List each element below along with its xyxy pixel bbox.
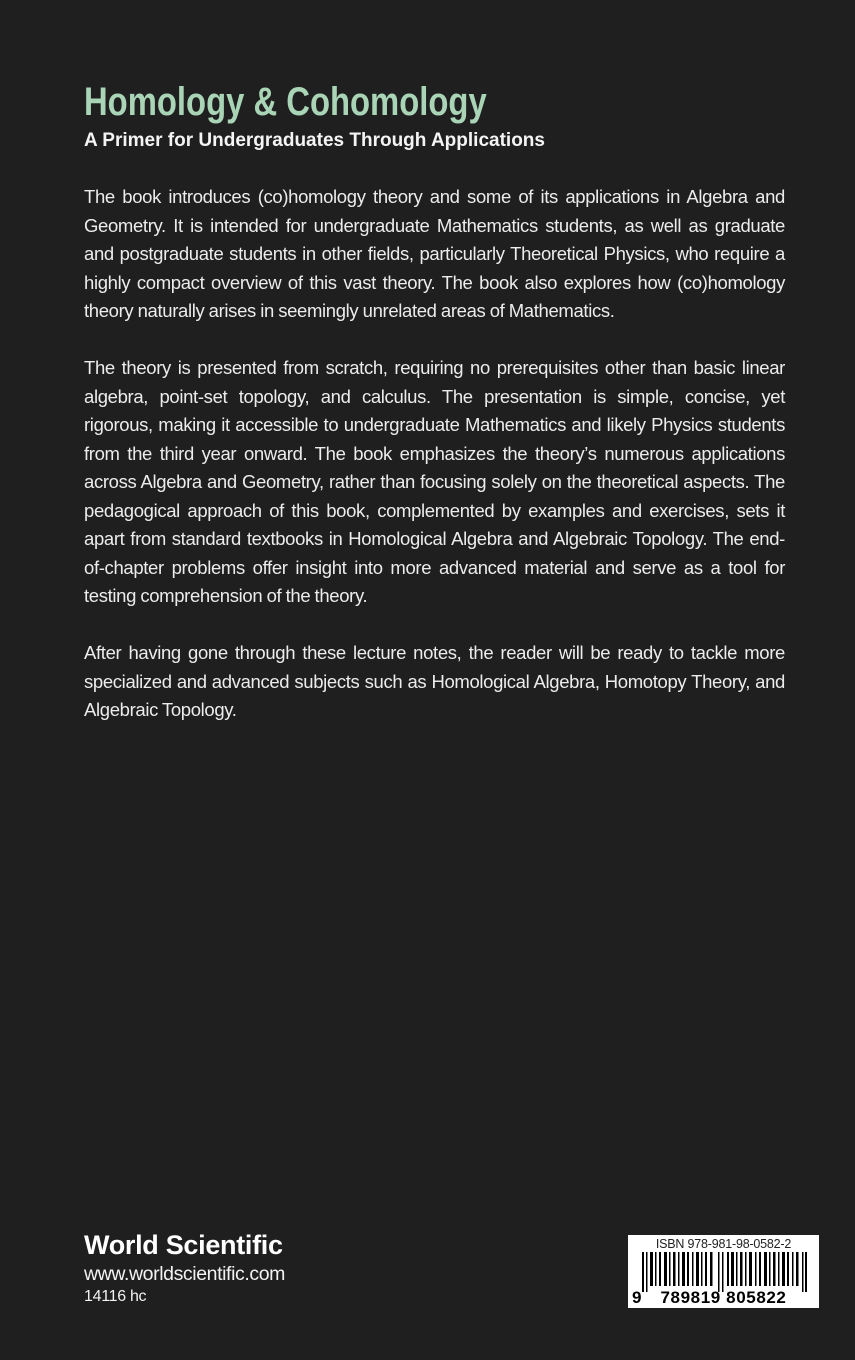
product-code: 14116 hc xyxy=(84,1288,147,1305)
publisher-block xyxy=(84,1229,285,1308)
publisher-name: World Scientific xyxy=(84,1230,283,1260)
isbn-barcode xyxy=(628,1235,819,1308)
blurb xyxy=(84,183,785,753)
barcode-digits xyxy=(628,1289,819,1307)
book-subtitle: A Primer for Undergraduates Through Applications xyxy=(84,130,545,151)
barcode-icon xyxy=(640,1252,808,1292)
book-title: Homology & Cohomology xyxy=(84,80,487,124)
blurb-paragraph: After having gone through these lecture notes, the reader will be ready to tackle more specialized and advanced subjects such as Homological Algebra, Homotopy Theory, and Algebraic Topology. xyxy=(84,642,785,720)
blurb-paragraph: The theory is presented from scratch, requiring no prerequisites other than basic linear algebra, point-set topology, and calculus. The presentation is simple, concise, yet rigorous, making it accessible to undergraduate Mathematics and likely Physics students from the third year onward. The book emphasizes the theory’s numerous applications across Algebra and Geometry, rather than focusing solely on the theoretical aspects. The pedagogical approach of this book, complemented by examples and exercises, sets it apart from standard textbooks in Homological Algebra and Algebraic Topology. The end-of-chapter problems offer insight into more advanced material and serve as a tool for testing comprehension of the theory. xyxy=(84,357,785,606)
publisher-url: www.worldscientific.com xyxy=(84,1263,286,1285)
barcode-digit-groups: 789819 805822 xyxy=(660,1288,787,1307)
isbn-label: ISBN 978-981-98-0582-2 xyxy=(655,1237,792,1251)
blurb-paragraph: The book introduces (co)homology theory and some of its applications in Algebra and Geometry. It is intended for undergraduate Mathematics students, as well as graduate and postgraduate students in other fields, particularly Theoretical Physics, who require a highly compact overview of this vast theory. The book also explores how (co)homology theory naturally arises in seemingly unrelated areas of Mathematics. xyxy=(84,186,785,321)
barcode-first-digit: 9 xyxy=(632,1288,643,1307)
